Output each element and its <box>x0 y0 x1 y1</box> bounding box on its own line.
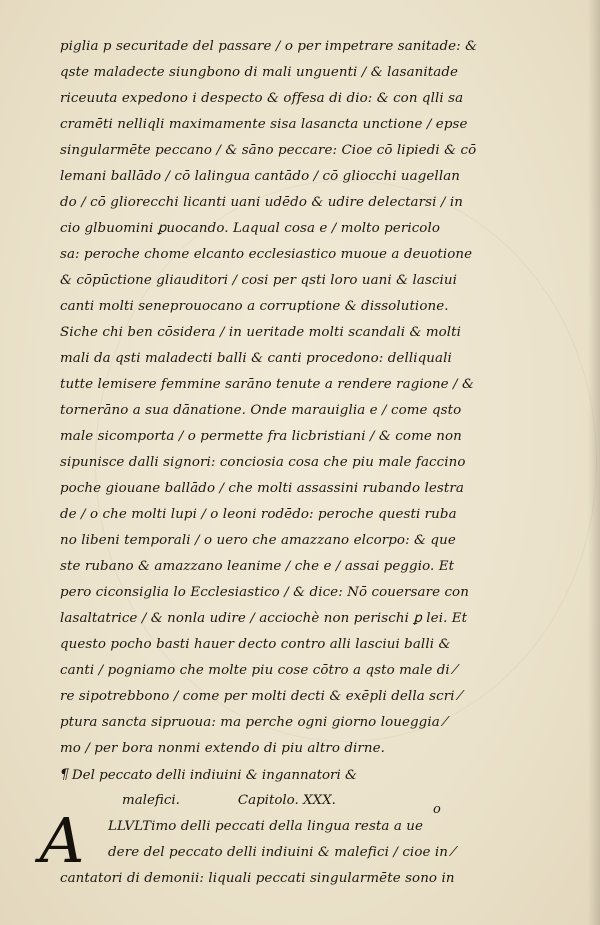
text-line: do / cō gliorecchi licanti uani udēdo & udire delectarsi / in <box>60 195 463 210</box>
page-edge-shadow <box>588 0 600 925</box>
text-line: de / o che molti lupi / o leoni rodēdo: peroche questi ruba <box>60 507 457 522</box>
text-line: cantatori di demonii: liquali peccati singularmēte sono in <box>60 871 455 886</box>
chapter-heading-text-2: malefici. <box>122 793 180 808</box>
text-line: LLVLTimo delli peccati della lingua resta a ue <box>108 819 424 834</box>
text-line: re sipotrebbono / come per molti decti & exēpli della scri ⁄ <box>60 689 462 704</box>
text-line: ptura sancta sipruoua: ma perche ogni giorno loueggia ⁄ <box>60 715 447 730</box>
text-line: lemani ballādo / cō lalingua cantādo / cō gliocchi uagellan <box>60 169 461 184</box>
chapter-opening <box>39 804 490 892</box>
text-line: tutte lemisere femmine sarāno tenute a rendere ragione / & <box>60 377 475 392</box>
text-line: canti / pogniamo che molte piu cose cōtro a qsto male di ⁄ <box>60 663 457 678</box>
decorated-initial: A <box>39 804 85 877</box>
text-line: Siche chi ben cōsidera / in ueritade molti scandali & molti <box>60 325 462 340</box>
signature-mark: o <box>433 802 441 817</box>
text-line: no libeni temporali / o uero che amazzano elcorpo: & que <box>60 533 456 548</box>
chapter-heading <box>60 762 490 788</box>
text-line: questo pocho basti hauer decto contro alli lasciui balli & <box>60 637 451 652</box>
text-line: singularmēte peccano / & sāno peccare: Cioe cō lipiedi & cō <box>60 143 477 158</box>
text-line: riceuuta expedono i despecto & offesa di dio: & con qlli sa <box>60 91 464 106</box>
text-line: piglia p securitade del passare / o per impetrare sanitade: & <box>60 39 478 54</box>
pilcrow-mark: ¶ <box>60 767 69 783</box>
text-column <box>39 34 490 892</box>
text-line: cio glbuomini ꝑuocando. Laqual cosa e / molto pericolo <box>60 221 441 236</box>
text-line: canti molti seneprouocano a corruptione & dissolutione. <box>60 299 449 314</box>
text-line: mo / per bora nonmi extendo di piu altro dirne. <box>60 741 386 756</box>
text-line: sa: peroche chome elcanto ecclesiastico muoue a deuotione <box>60 247 473 262</box>
text-line: pero ciconsiglia lo Ecclesiastico / & dice: Nō couersare con <box>60 585 469 600</box>
text-line: & cōpūctione gliauditori / cosi per qsti loro uani & lasciui <box>60 273 458 288</box>
text-line: lasaltatrice / & nonla udire / acciochè non perischi ꝑ lei. Et <box>60 611 468 626</box>
text-line: sipunisce dalli signori: conciosia cosa che piu male faccino <box>60 455 466 470</box>
text-line: qste maladecte siungbono di mali unguenti / & lasanitade <box>60 65 459 80</box>
text-line: ste rubano & amazzano leanime / che e / assai peggio. Et <box>60 559 455 574</box>
chapter-heading-continued <box>60 788 490 814</box>
text-line: male sicomporta / o permette fra licbristiani / & come non <box>60 429 462 444</box>
chapter-heading-text: Del peccato delli indiuini & ingannatori & <box>71 768 357 783</box>
text-line: poche giouane ballādo / che molti assassini rubando lestra <box>60 481 464 496</box>
chapter-number: Capitolo. XXX. <box>237 793 336 808</box>
text-line: tornerāno a sua dānatione. Onde marauiglia e / come qsto <box>60 403 462 418</box>
text-line: mali da qsti maladecti balli & canti procedono: delliquali <box>60 351 452 366</box>
text-line: dere del peccato delli indiuini & malefici / cioe in ⁄ <box>108 845 455 860</box>
text-line: cramēti nelliqli maximamente sisa lasancta unctione / epse <box>60 117 468 132</box>
